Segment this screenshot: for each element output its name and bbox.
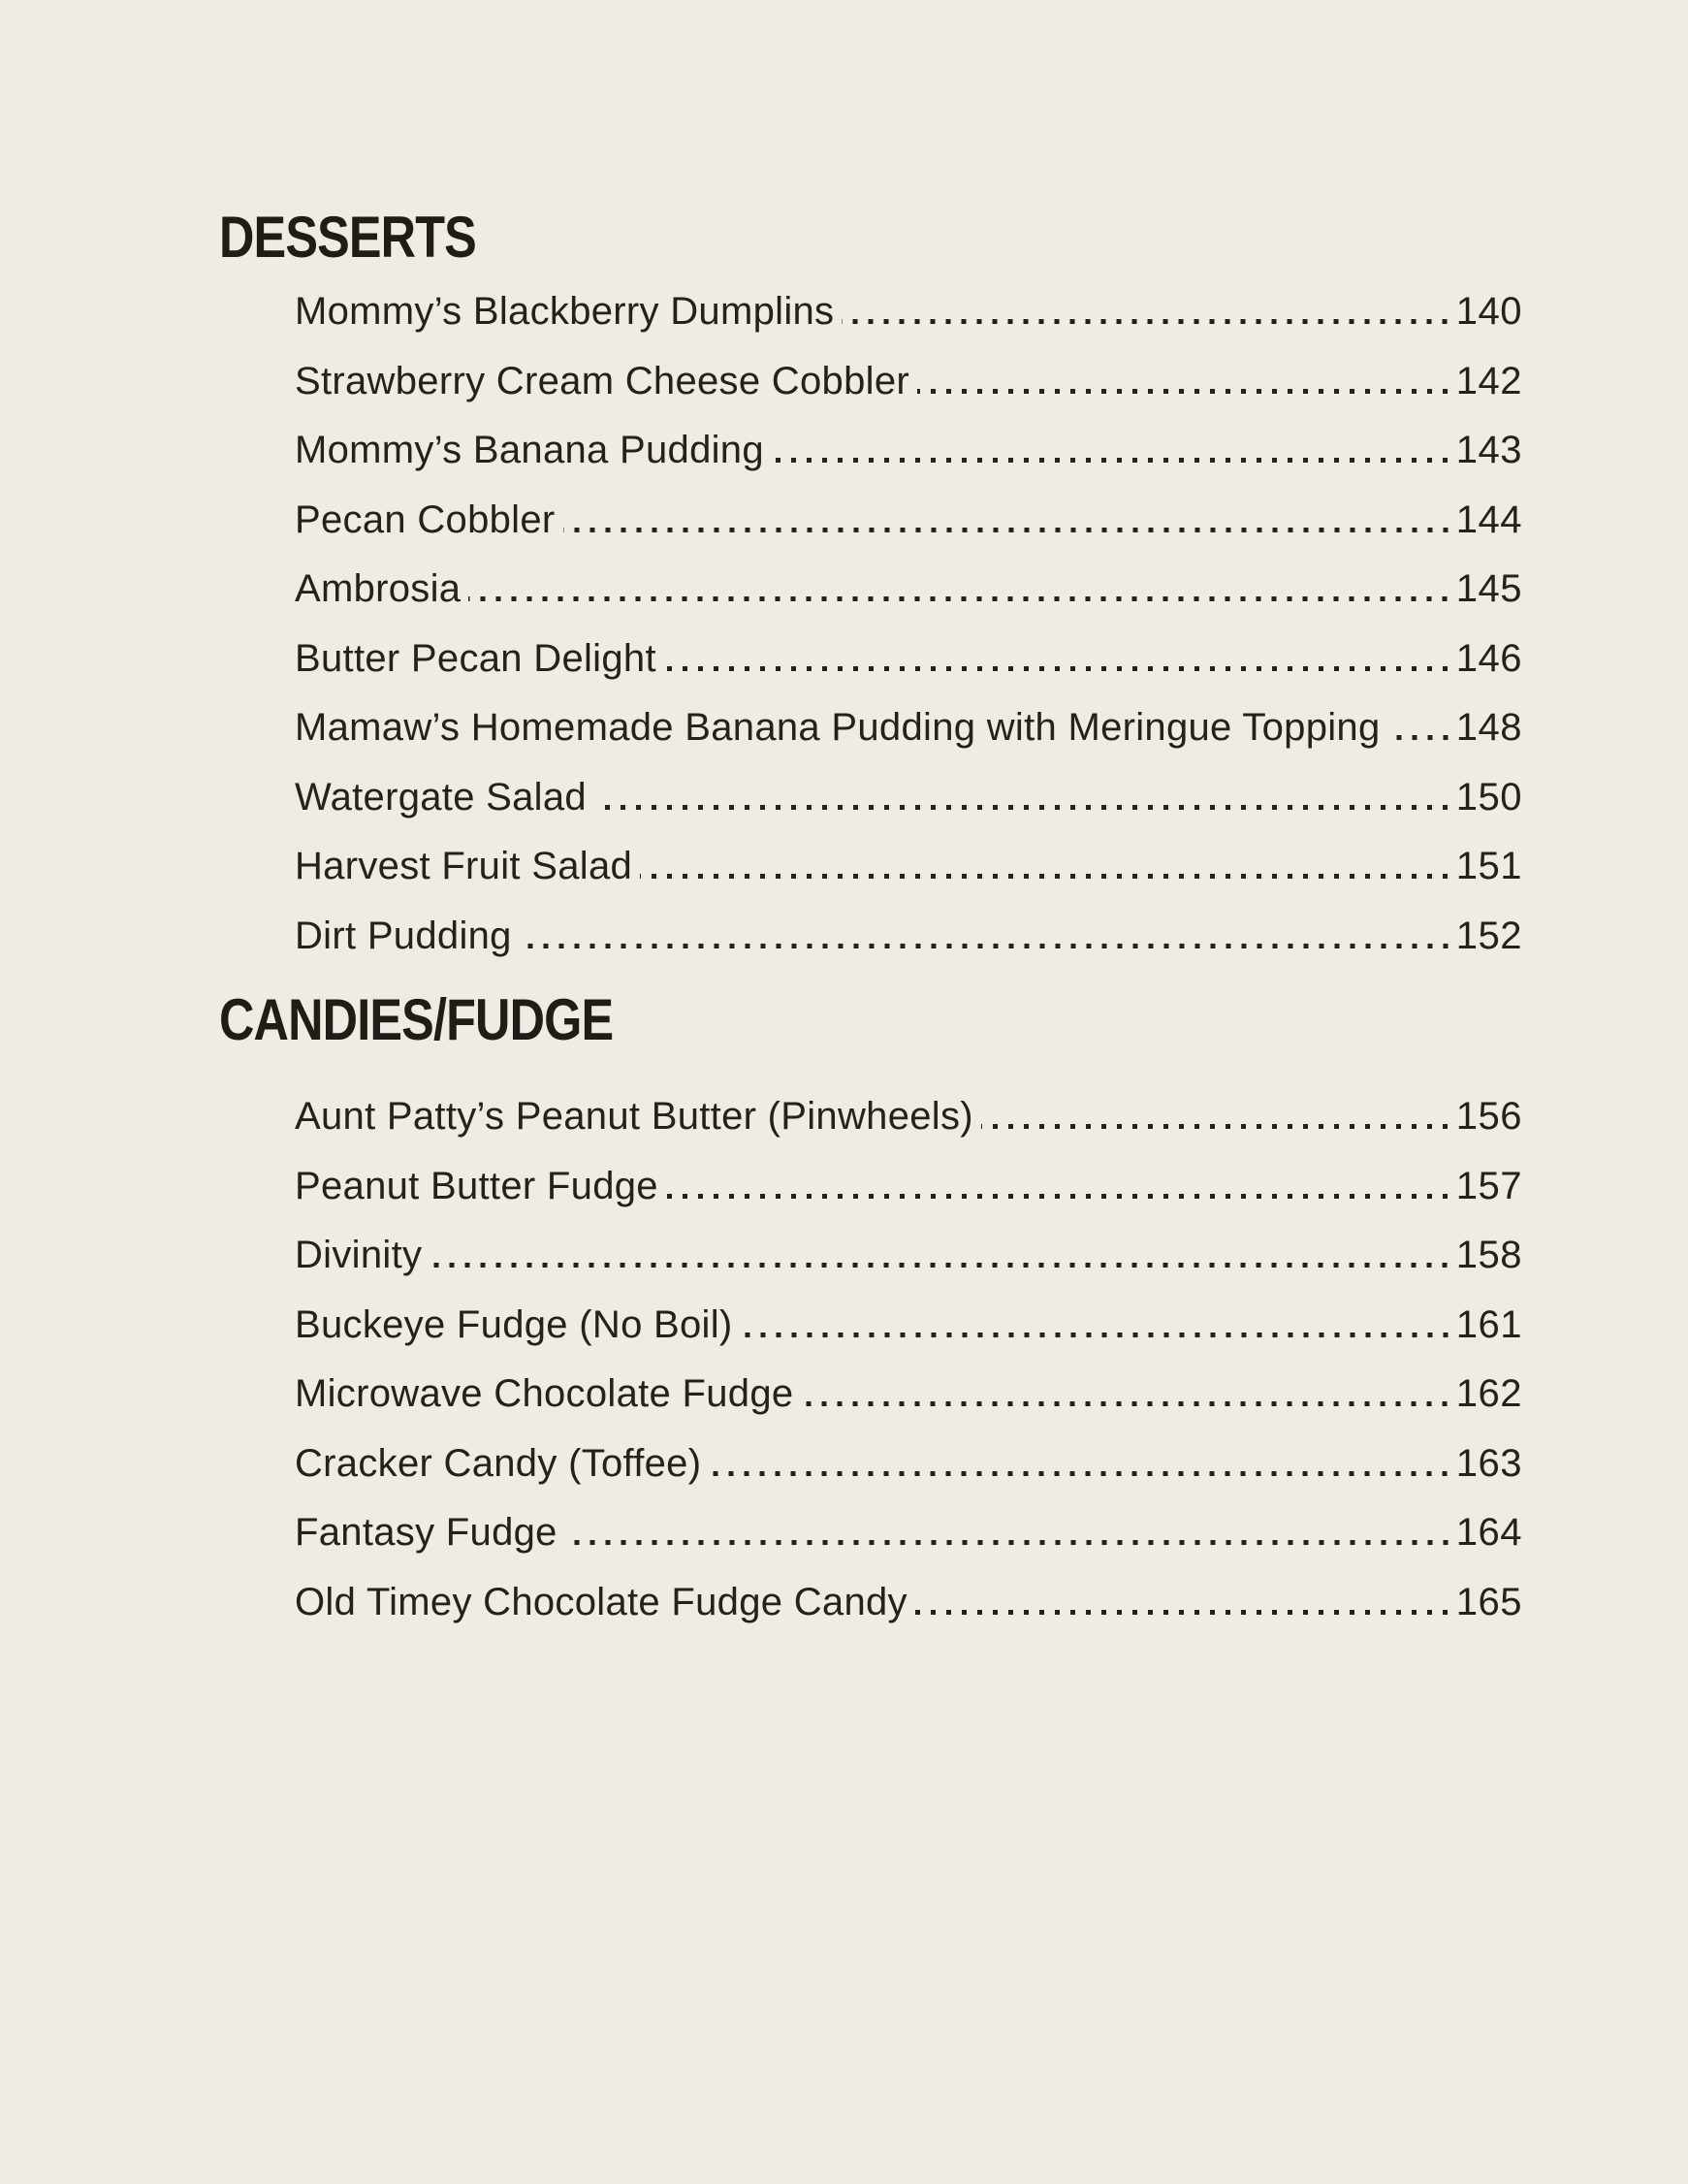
- dot-leader: [664, 666, 1449, 671]
- entry-page-number: 145: [1455, 567, 1522, 610]
- dot-leader: [640, 874, 1449, 879]
- entry-page-number: 164: [1455, 1511, 1522, 1554]
- entry-title: Aunt Patty’s Peanut Butter (Pinwheels): [295, 1095, 973, 1138]
- entry-title: Fantasy Fudge: [295, 1511, 557, 1554]
- toc-entry: [295, 625, 1522, 694]
- toc-entry: [295, 763, 1522, 833]
- toc-entry: [295, 693, 1522, 763]
- dot-leader: [1388, 735, 1449, 740]
- entry-page-number: 144: [1455, 498, 1522, 541]
- toc-sections: [219, 203, 1522, 1637]
- entry-title: Old Timey Chocolate Fudge Candy: [295, 1580, 908, 1623]
- toc-section: [219, 985, 1522, 1637]
- entry-title: Divinity: [295, 1234, 423, 1276]
- toc-entry: [295, 1152, 1522, 1222]
- entry-title: Harvest Fruit Salad: [295, 845, 633, 887]
- entry-page-number: 151: [1455, 845, 1522, 887]
- toc-entry: [295, 1429, 1522, 1499]
- section-heading: DESSERTS: [219, 205, 476, 270]
- toc-entry: [295, 902, 1522, 972]
- dot-leader: [741, 1333, 1449, 1337]
- dot-leader: [709, 1471, 1448, 1476]
- dot-leader: [594, 805, 1449, 810]
- entry-page-number: 140: [1455, 290, 1522, 333]
- entry-page-number: 161: [1455, 1302, 1522, 1346]
- entry-page-number: 156: [1455, 1095, 1522, 1138]
- entry-page-number: 163: [1455, 1441, 1522, 1485]
- dot-leader: [801, 1401, 1448, 1406]
- dot-leader: [842, 319, 1448, 324]
- entry-page-number: 158: [1455, 1234, 1522, 1276]
- dot-leader: [772, 458, 1449, 463]
- toc-entry: [295, 1498, 1522, 1568]
- entry-title: Mamaw’s Homemade Banana Pudding with Meringue Topping: [295, 706, 1381, 749]
- entry-page-number: 162: [1455, 1372, 1522, 1415]
- dot-leader: [520, 944, 1449, 948]
- dot-leader: [917, 389, 1449, 394]
- section-heading: CANDIES/FUDGE: [219, 987, 614, 1052]
- entry-page-number: 165: [1455, 1580, 1522, 1623]
- entry-title: Watergate Salad: [295, 775, 587, 819]
- entry-title: Butter Pecan Delight: [295, 636, 656, 680]
- entry-title: Dirt Pudding: [295, 914, 512, 957]
- entry-page-number: 146: [1455, 636, 1522, 680]
- dot-leader: [666, 1194, 1449, 1199]
- toc-entry: [295, 832, 1522, 902]
- toc-entry: [295, 555, 1522, 625]
- entry-page-number: 150: [1455, 775, 1522, 819]
- entry-page-number: 148: [1455, 706, 1522, 749]
- toc-entry: [295, 416, 1522, 486]
- toc-entry: [295, 1082, 1522, 1152]
- entries-list: [295, 277, 1522, 971]
- entry-title: Pecan Cobbler: [295, 498, 556, 541]
- toc-entry: [295, 1568, 1522, 1638]
- toc-entry: [295, 347, 1522, 417]
- entry-page-number: 143: [1455, 429, 1522, 471]
- entry-title: Microwave Chocolate Fudge: [295, 1372, 794, 1415]
- toc-entry: [295, 277, 1522, 347]
- toc-entry: [295, 486, 1522, 556]
- entry-title: Ambrosia: [295, 567, 462, 610]
- entry-page-number: 157: [1455, 1164, 1522, 1207]
- dot-leader: [563, 528, 1449, 532]
- dot-leader: [981, 1124, 1449, 1129]
- entries-list: [295, 1082, 1522, 1637]
- toc-entry: [295, 1291, 1522, 1361]
- toc-entry: [295, 1221, 1522, 1291]
- entry-title: Buckeye Fudge (No Boil): [295, 1302, 733, 1346]
- dot-leader: [430, 1263, 1448, 1268]
- dot-leader: [915, 1610, 1449, 1615]
- entry-page-number: 152: [1455, 914, 1522, 957]
- entry-title: Peanut Butter Fudge: [295, 1164, 658, 1207]
- entry-title: Strawberry Cream Cheese Cobbler: [295, 359, 909, 402]
- entry-title: Cracker Candy (Toffee): [295, 1441, 702, 1485]
- dot-leader: [565, 1540, 1449, 1545]
- entry-title: Mommy’s Blackberry Dumplins: [295, 290, 835, 333]
- entry-page-number: 142: [1455, 359, 1522, 402]
- toc-section: [219, 203, 1522, 971]
- dot-leader: [468, 596, 1448, 601]
- toc-entry: [295, 1360, 1522, 1429]
- entry-title: Mommy’s Banana Pudding: [295, 429, 764, 471]
